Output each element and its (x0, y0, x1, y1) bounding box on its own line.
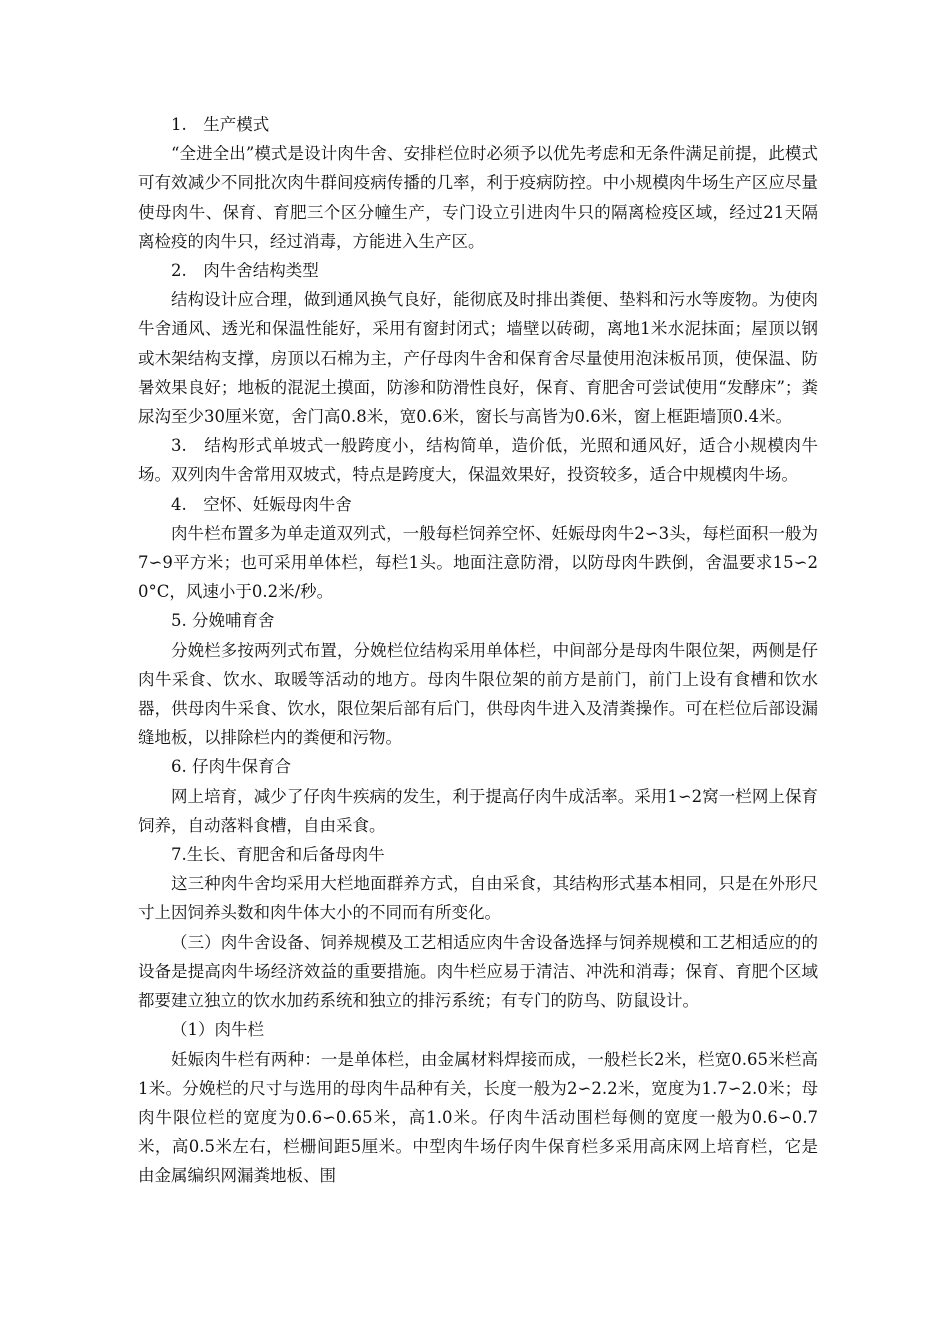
section-heading-farrowing-barn: 5. 分娩哺育舍 (171, 611, 275, 631)
section-heading-pens: （1）肉牛栏 (171, 1020, 264, 1040)
paragraph-nursery: 网上培育，减少了仔肉牛疾病的发生，利于提高仔肉牛成活率。采用1∽2窝一栏网上保育饲养，自动落料食槽，自由采食。 (138, 786, 818, 835)
section-heading-pregnant-barn: 4. 空怀、妊娠母肉牛舍 (171, 494, 352, 514)
section-heading-growing-barn: 7.生长、育肥舍和后备母肉牛 (171, 845, 385, 865)
paragraph-farrowing-barn: 分娩栏多按两列式布置，分娩栏位结构采用单体栏，中间部分是母肉牛限位架，两侧是仔肉牛采食、饮水、取暖等活动的地方。母肉牛限位架的前方是前门，前门上设有食槽和饮水器，供母肉牛采食、饮水，限位架后部有后门，供母肉牛进入及清粪操作。可在栏位后部设漏缝地板，以排除栏内的粪便和污物。 (138, 640, 818, 748)
paragraph-equipment: （三）肉牛舍设备、饲养规模及工艺相适应肉牛舍设备选择与饲养规模和工艺相适应的的设备是提高肉牛场经济效益的重要措施。肉牛栏应易于清洁、冲洗和消毒；保育、育肥个区域都要建立独立的饮水加药系统和独立的排污系统；有专门的防鸟、防鼠设计。 (138, 932, 818, 1011)
document-body (138, 110, 818, 1191)
section-heading-structure-type: 2. 肉牛舍结构类型 (171, 261, 319, 281)
section-heading-production-mode: 1. 生产模式 (171, 115, 270, 134)
paragraph-pens: 妊娠肉牛栏有两种：一是单体栏，由金属材料焊接而成，一般栏长2米，栏宽0.65米栏高1米。分娩栏的尺寸与选用的母肉牛品种有关，长度一般为2∽2.2米，宽度为1.7∽2.0米；母肉牛限位栏的宽度为0.6∽0.65米，高1.0米。仔肉牛活动围栏每侧的宽度一般为0.6∽0.7米，高0.5米左右，栏栅间距5厘米。中型肉牛场仔肉牛保育栏多采用高床网上培育栏，它是由金属编织网漏粪地板、围 (138, 1049, 818, 1186)
paragraph-production-mode: “全进全出”模式是设计肉牛舍、安排栏位时必须予以优先考虑和无条件满足前提，此模式可有效减少不同批次肉牛群间疫病传播的几率，利于疫病防控。中小规模肉牛场生产区应尽量使母肉牛、保育、育肥三个区分幢生产，专门设立引进肉牛只的隔离检疫区域，经过21天隔离检疫的肉牛只，经过消毒，方能进入生产区。 (138, 144, 818, 251)
paragraph-pregnant-barn: 肉牛栏布置多为单走道双列式，一般每栏饲养空怀、妊娠母肉牛2∽3头，每栏面积一般为7∽9平方米；也可采用单体栏，每栏1头。地面注意防滑，以防母肉牛跌倒，舍温要求15∽20°C，风速小于0.2米/秒。 (138, 523, 818, 602)
paragraph-structure-form: 3. 结构形式单坡式一般跨度小，结构简单，造价低，光照和通风好，适合小规模肉牛场。双列肉牛舍常用双坡式，特点是跨度大，保温效果好，投资较多，适合中规模肉牛场。 (138, 436, 818, 485)
section-heading-nursery: 6. 仔肉牛保育合 (171, 757, 291, 777)
paragraph-structure-type: 结构设计应合理，做到通风换气良好，能彻底及时排出粪便、垫料和污水等废物。为使肉牛舍通风、透光和保温性能好，采用有窗封闭式；墙壁以砖砌，离地1米水泥抹面；屋顶以钢或木架结构支撑，房顶以石棉为主，产仔母肉牛舍和保育舍尽量使用泡沫板吊顶，使保温、防暑效果良好；地板的混泥土摸面，防渗和防滑性良好，保育、育肥舍可尝试使用“发酵床”；粪尿沟至少30厘米宽，舍门高0.8米，宽0.6米，窗长与高皆为0.6米，窗上框距墙顶0.4米。 (138, 290, 818, 427)
paragraph-growing-barn: 这三种肉牛舍均采用大栏地面群养方式，自由采食，其结构形式基本相同，只是在外形尺寸上因饲养头数和肉牛体大小的不同而有所变化。 (138, 874, 818, 923)
